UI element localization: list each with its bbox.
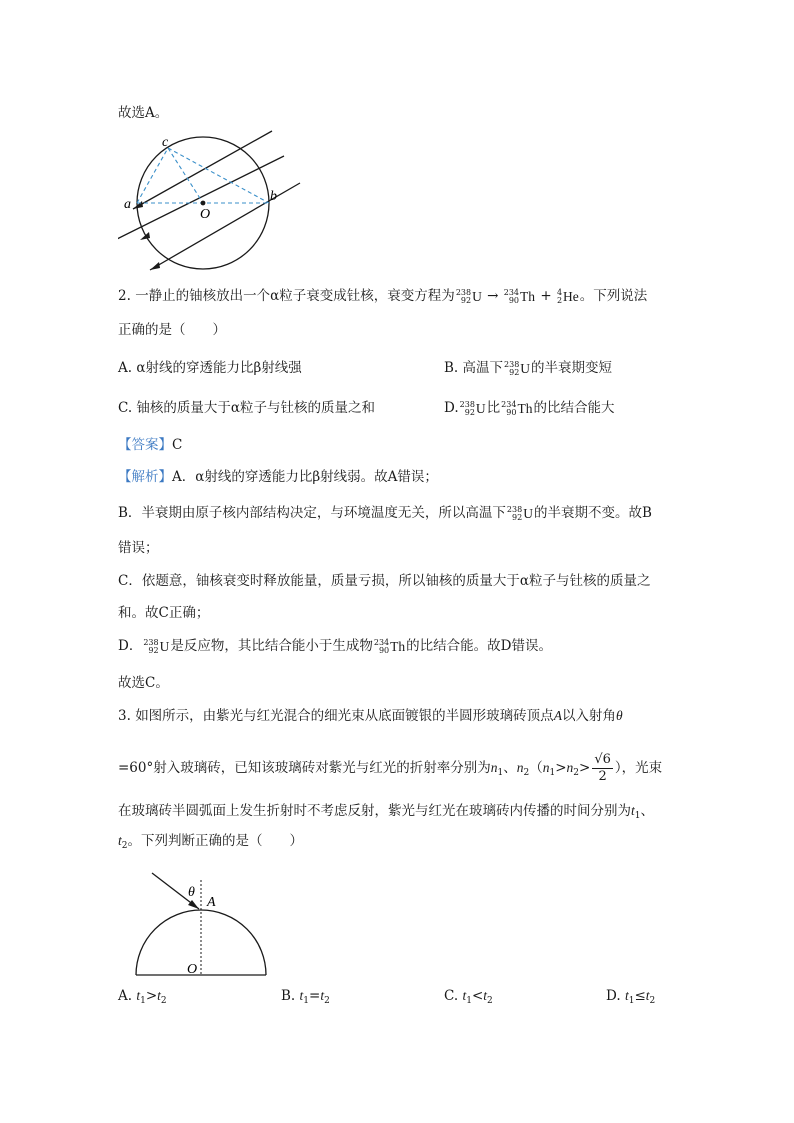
q3-option-b: B. $t_1=t_2$ — [281, 988, 330, 1006]
label-a: a — [124, 197, 131, 212]
q2-option-d: D. 238 92 U 比 234 90 Th 的比结合能大 — [444, 399, 615, 417]
q2-stem: 2. 一静止的铀核放出一个α粒子衰变成钍核，衰变方程为 238 92 U → 234 90 Th + 4 2 He 。下列说法 — [118, 287, 648, 305]
q3-line2: =60°射入玻璃砖，已知该玻璃砖对紫光与红光的折射率分别为$n_1$、$n_2(n_1>n_2>$ $\frac{√6}{2}$ ），光束 — [118, 752, 663, 784]
dashed-co — [168, 148, 203, 203]
q2-conclusion: 故选C。 — [118, 675, 169, 691]
figure-circle-field — [118, 122, 308, 277]
q2-analysis-b: B．半衰期由原子核内部结构决定，与环境温度无关，所以高温下 238 92 U 的半衰期不变。故B — [118, 504, 652, 522]
arrowhead-3 — [150, 262, 160, 270]
q3-line3: 在玻璃砖半圆弧面上发生折射时不考虑反射，紫光与红光在玻璃砖内传播的时间分别为$t_1$、 — [118, 803, 654, 821]
fraction-sqrt6-over-2: $\frac{√6}{2}$ — [594, 752, 611, 784]
field-line-2 — [118, 156, 284, 239]
q3-option-c: C. $t_1<t_2$ — [444, 988, 493, 1006]
q3-option-d: D. $t_1\le t_2$ — [606, 988, 656, 1006]
label-o: O — [200, 207, 211, 222]
arrow: → — [487, 288, 499, 304]
q2-option-a: A. α射线的穿透能力比β射线强 — [118, 360, 302, 376]
label-o: O — [187, 962, 198, 977]
q2-analysis-c2: 和。故C正确； — [118, 605, 210, 621]
q3-option-a: A. $t_1>t_2$ — [118, 988, 167, 1006]
label-c: c — [162, 135, 169, 150]
q2-stem-line2: 正确的是（ ） — [118, 322, 226, 338]
nuclide-he4: 4 2 He — [556, 287, 579, 305]
q2-option-c: C. 铀核的质量大于α粒子与钍核的质量之和 — [118, 400, 376, 416]
label-b: b — [270, 189, 277, 204]
label-theta: θ — [188, 885, 195, 900]
q2-analysis-d: D． 238 92 U 是反应物，其比结合能小于生成物 234 90 Th 的比结合能。故D错误。 — [118, 637, 552, 655]
dashed-cb — [168, 148, 269, 203]
q2-analysis-a: 【解析】A．α射线的穿透能力比β射线弱。故A错误； — [118, 469, 438, 485]
dashed-ac — [137, 148, 168, 203]
q2-analysis-c1: C．依题意，铀核衰变时释放能量，质量亏损，所以铀核的质量大于α粒子与钍核的质量之 — [118, 573, 651, 589]
q2-answer: 【答案】C — [118, 437, 183, 453]
figure-semicircle-glass — [130, 862, 275, 978]
nuclide-u238: 238 92 U — [455, 287, 482, 305]
q3-line4: $t_2$。下列判断正确的是（ ） — [118, 833, 303, 851]
field-line-3 — [150, 183, 300, 270]
prev-conclusion: 故选A。 — [118, 105, 169, 121]
center-dot — [201, 201, 206, 206]
field-line-1 — [133, 131, 272, 209]
label-point-a: A — [207, 895, 216, 910]
nuclide-th234: 234 90 Th — [503, 287, 536, 305]
q2-analysis-b2: 错误； — [118, 540, 159, 556]
q3-line1: 3. 如图所示，由紫光与红光混合的细光束从底面镀银的半圆形玻璃砖顶点A以入射角θ — [118, 708, 623, 724]
q2-option-b: B. 高温下 238 92 U 的半衰期变短 — [444, 359, 613, 377]
